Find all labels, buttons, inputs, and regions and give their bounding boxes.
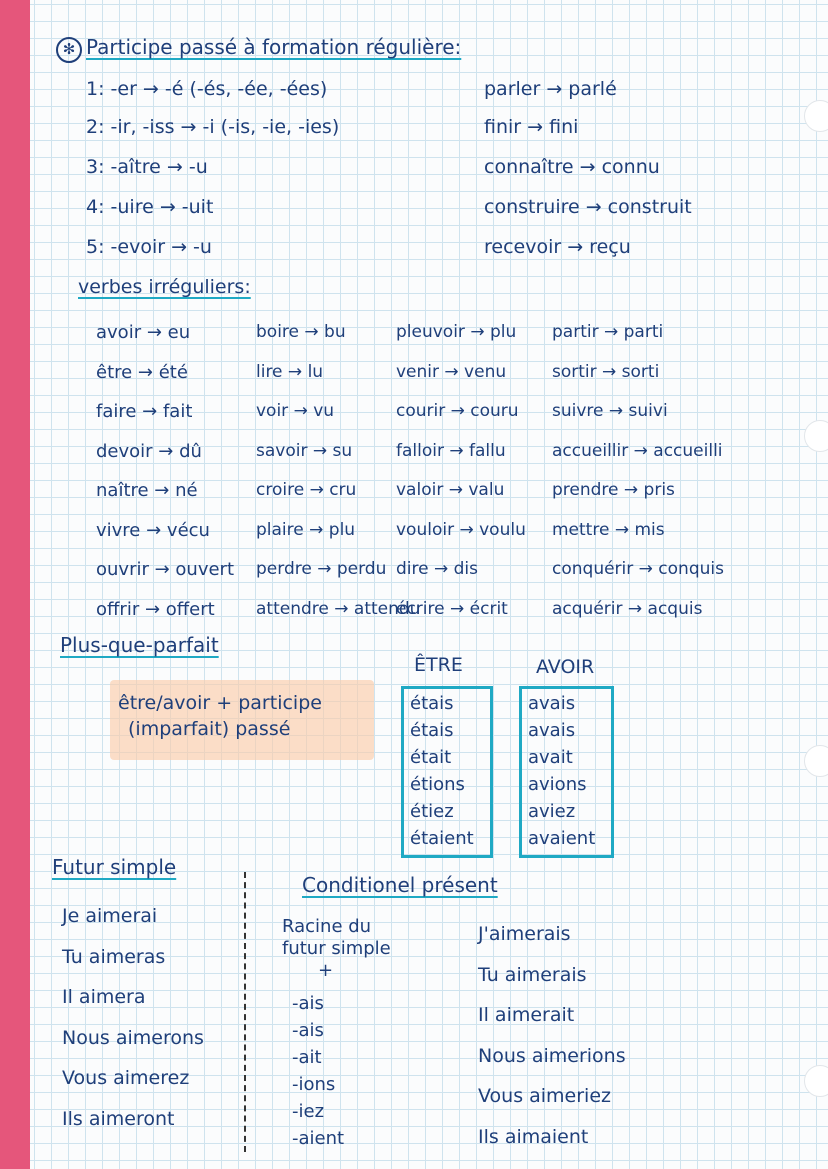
conjugated-form: étions [410, 774, 465, 795]
verb-pair: venir → venu [396, 361, 507, 382]
verb-pair: vivre → vécu [96, 519, 210, 541]
pqp-formula-line1: être/avoir + participe [118, 692, 322, 714]
verb-pair: écrire → écrit [396, 598, 508, 619]
futur-form: Ils aimeront [62, 1107, 175, 1130]
irregular-column [96, 313, 234, 629]
rule-example: finir → fini [484, 116, 579, 138]
futur-form: Vous aimerez [62, 1067, 190, 1089]
conditionnel-forms [478, 914, 626, 1157]
verb-pair: dire → dis [396, 559, 479, 579]
ending: -ions [292, 1074, 336, 1095]
etre-forms [410, 690, 474, 852]
conditionnel-form: Il aimerait [478, 1004, 575, 1026]
rule-5: 5: -evoir → -u [86, 236, 212, 258]
irregular-column [396, 313, 526, 629]
verb-pair: savoir → su [256, 440, 353, 461]
conditionnel-endings [292, 990, 344, 1152]
conjugated-form: avais [528, 720, 576, 741]
futur-title: Futur simple [52, 855, 177, 879]
verb-pair: faire → fait [96, 401, 193, 422]
plus-sign: + [318, 960, 334, 981]
rule-text: 2: -ir, -iss → -i [86, 116, 215, 138]
conditionnel-form: Vous aimeriez [478, 1085, 611, 1107]
pqp-title: Plus-que-parfait [60, 633, 219, 657]
ending: -ais [292, 993, 324, 1014]
conjugated-form: avait [528, 747, 573, 768]
verb-pair: pleuvoir → plu [396, 322, 517, 342]
irregular-title: verbes irréguliers: [78, 276, 251, 298]
pqp-formula-line2: (imparfait) passé [128, 718, 291, 740]
verb-pair: boire → bu [256, 322, 346, 342]
verb-pair: offrir → offert [96, 598, 215, 620]
avoir-forms [528, 690, 595, 852]
binder-hole [804, 1065, 828, 1097]
rule-example: parler → parlé [484, 78, 617, 100]
conjugated-form: étaient [410, 828, 474, 849]
verb-pair: vouloir → voulu [396, 519, 526, 540]
verb-pair: suivre → suivi [552, 401, 668, 421]
conditionnel-rule [282, 916, 391, 982]
verb-pair: naître → né [96, 480, 198, 501]
section-title [56, 36, 461, 63]
rule-line: Racine du [282, 916, 372, 937]
rule-2 [86, 116, 339, 138]
ending: -aient [292, 1128, 345, 1149]
ending: -iez [292, 1101, 325, 1122]
verb-pair: accueillir → accueilli [552, 440, 723, 461]
futur-form: Il aimera [62, 986, 146, 1008]
verb-pair: ouvrir → ouvert [96, 559, 235, 580]
verb-pair: valoir → valu [396, 480, 505, 500]
conditionnel-form: Nous aimerions [478, 1044, 626, 1067]
verb-pair: croire → cru [256, 480, 357, 500]
conjugated-form: étais [410, 720, 454, 741]
rule-forms: (-és, -ée, -ées) [189, 78, 328, 100]
irregular-column [552, 313, 724, 629]
verb-pair: perdre → perdu [256, 559, 387, 579]
participe-title: Participe passé à formation régulière: [86, 35, 462, 59]
conjugated-form: aviez [528, 801, 576, 822]
rule-text: 1: -er → -é [86, 78, 184, 100]
rule-example: construire → construit [484, 196, 692, 218]
notebook-margin [0, 0, 30, 1169]
rule-forms: (-is, -ie, -ies) [220, 116, 340, 138]
binder-hole [804, 420, 828, 452]
futur-form: Je aimerai [62, 905, 158, 927]
conjugated-form: étiez [410, 801, 454, 822]
avoir-label: AVOIR [536, 656, 595, 678]
conjugated-form: était [410, 747, 452, 768]
verb-pair: conquérir → conquis [552, 559, 724, 579]
verb-pair: mettre → mis [552, 519, 665, 540]
ending: -ait [292, 1047, 322, 1068]
verb-pair: être → été [96, 361, 188, 383]
verb-pair: sortir → sorti [552, 361, 660, 382]
verb-pair: devoir → dû [96, 440, 202, 462]
column-divider [244, 872, 246, 1152]
verb-pair: prendre → pris [552, 480, 675, 500]
futur-form: Nous aimerons [62, 1026, 204, 1049]
verb-pair: courir → couru [396, 401, 519, 421]
rule-1 [86, 78, 327, 100]
conjugated-form: avions [528, 774, 587, 795]
futur-forms [62, 896, 204, 1139]
rule-example: connaître → connu [484, 156, 660, 178]
rule-example: recevoir → reçu [484, 236, 631, 258]
asterisk-icon: ✻ [56, 37, 82, 63]
conditionnel-form: J'aimerais [478, 923, 571, 945]
conditionnel-form: Tu aimerais [478, 963, 587, 986]
conjugated-form: étais [410, 693, 454, 714]
binder-hole [804, 100, 828, 132]
etre-label: ÊTRE [414, 654, 463, 676]
conditionnel-title: Conditionel présent [302, 873, 498, 897]
conditionnel-form: Ils aimaient [478, 1125, 589, 1148]
verb-pair: lire → lu [256, 361, 324, 382]
verb-pair: plaire → plu [256, 519, 356, 540]
binder-hole [804, 745, 828, 777]
rule-line: futur simple [282, 938, 391, 959]
rule-3: 3: -aître → -u [86, 156, 208, 178]
conjugated-form: avais [528, 693, 576, 714]
verb-pair: falloir → fallu [396, 440, 506, 461]
verb-pair: acquérir → acquis [552, 598, 703, 619]
verb-pair: avoir → eu [96, 322, 191, 343]
verb-pair: partir → parti [552, 322, 664, 342]
verb-pair: attendre → attendu [256, 598, 421, 619]
rule-4: 4: -uire → -uit [86, 196, 214, 218]
verb-pair: voir → vu [256, 401, 335, 421]
futur-form: Tu aimeras [62, 945, 166, 968]
conjugated-form: avaient [528, 828, 596, 849]
ending: -ais [292, 1020, 324, 1041]
